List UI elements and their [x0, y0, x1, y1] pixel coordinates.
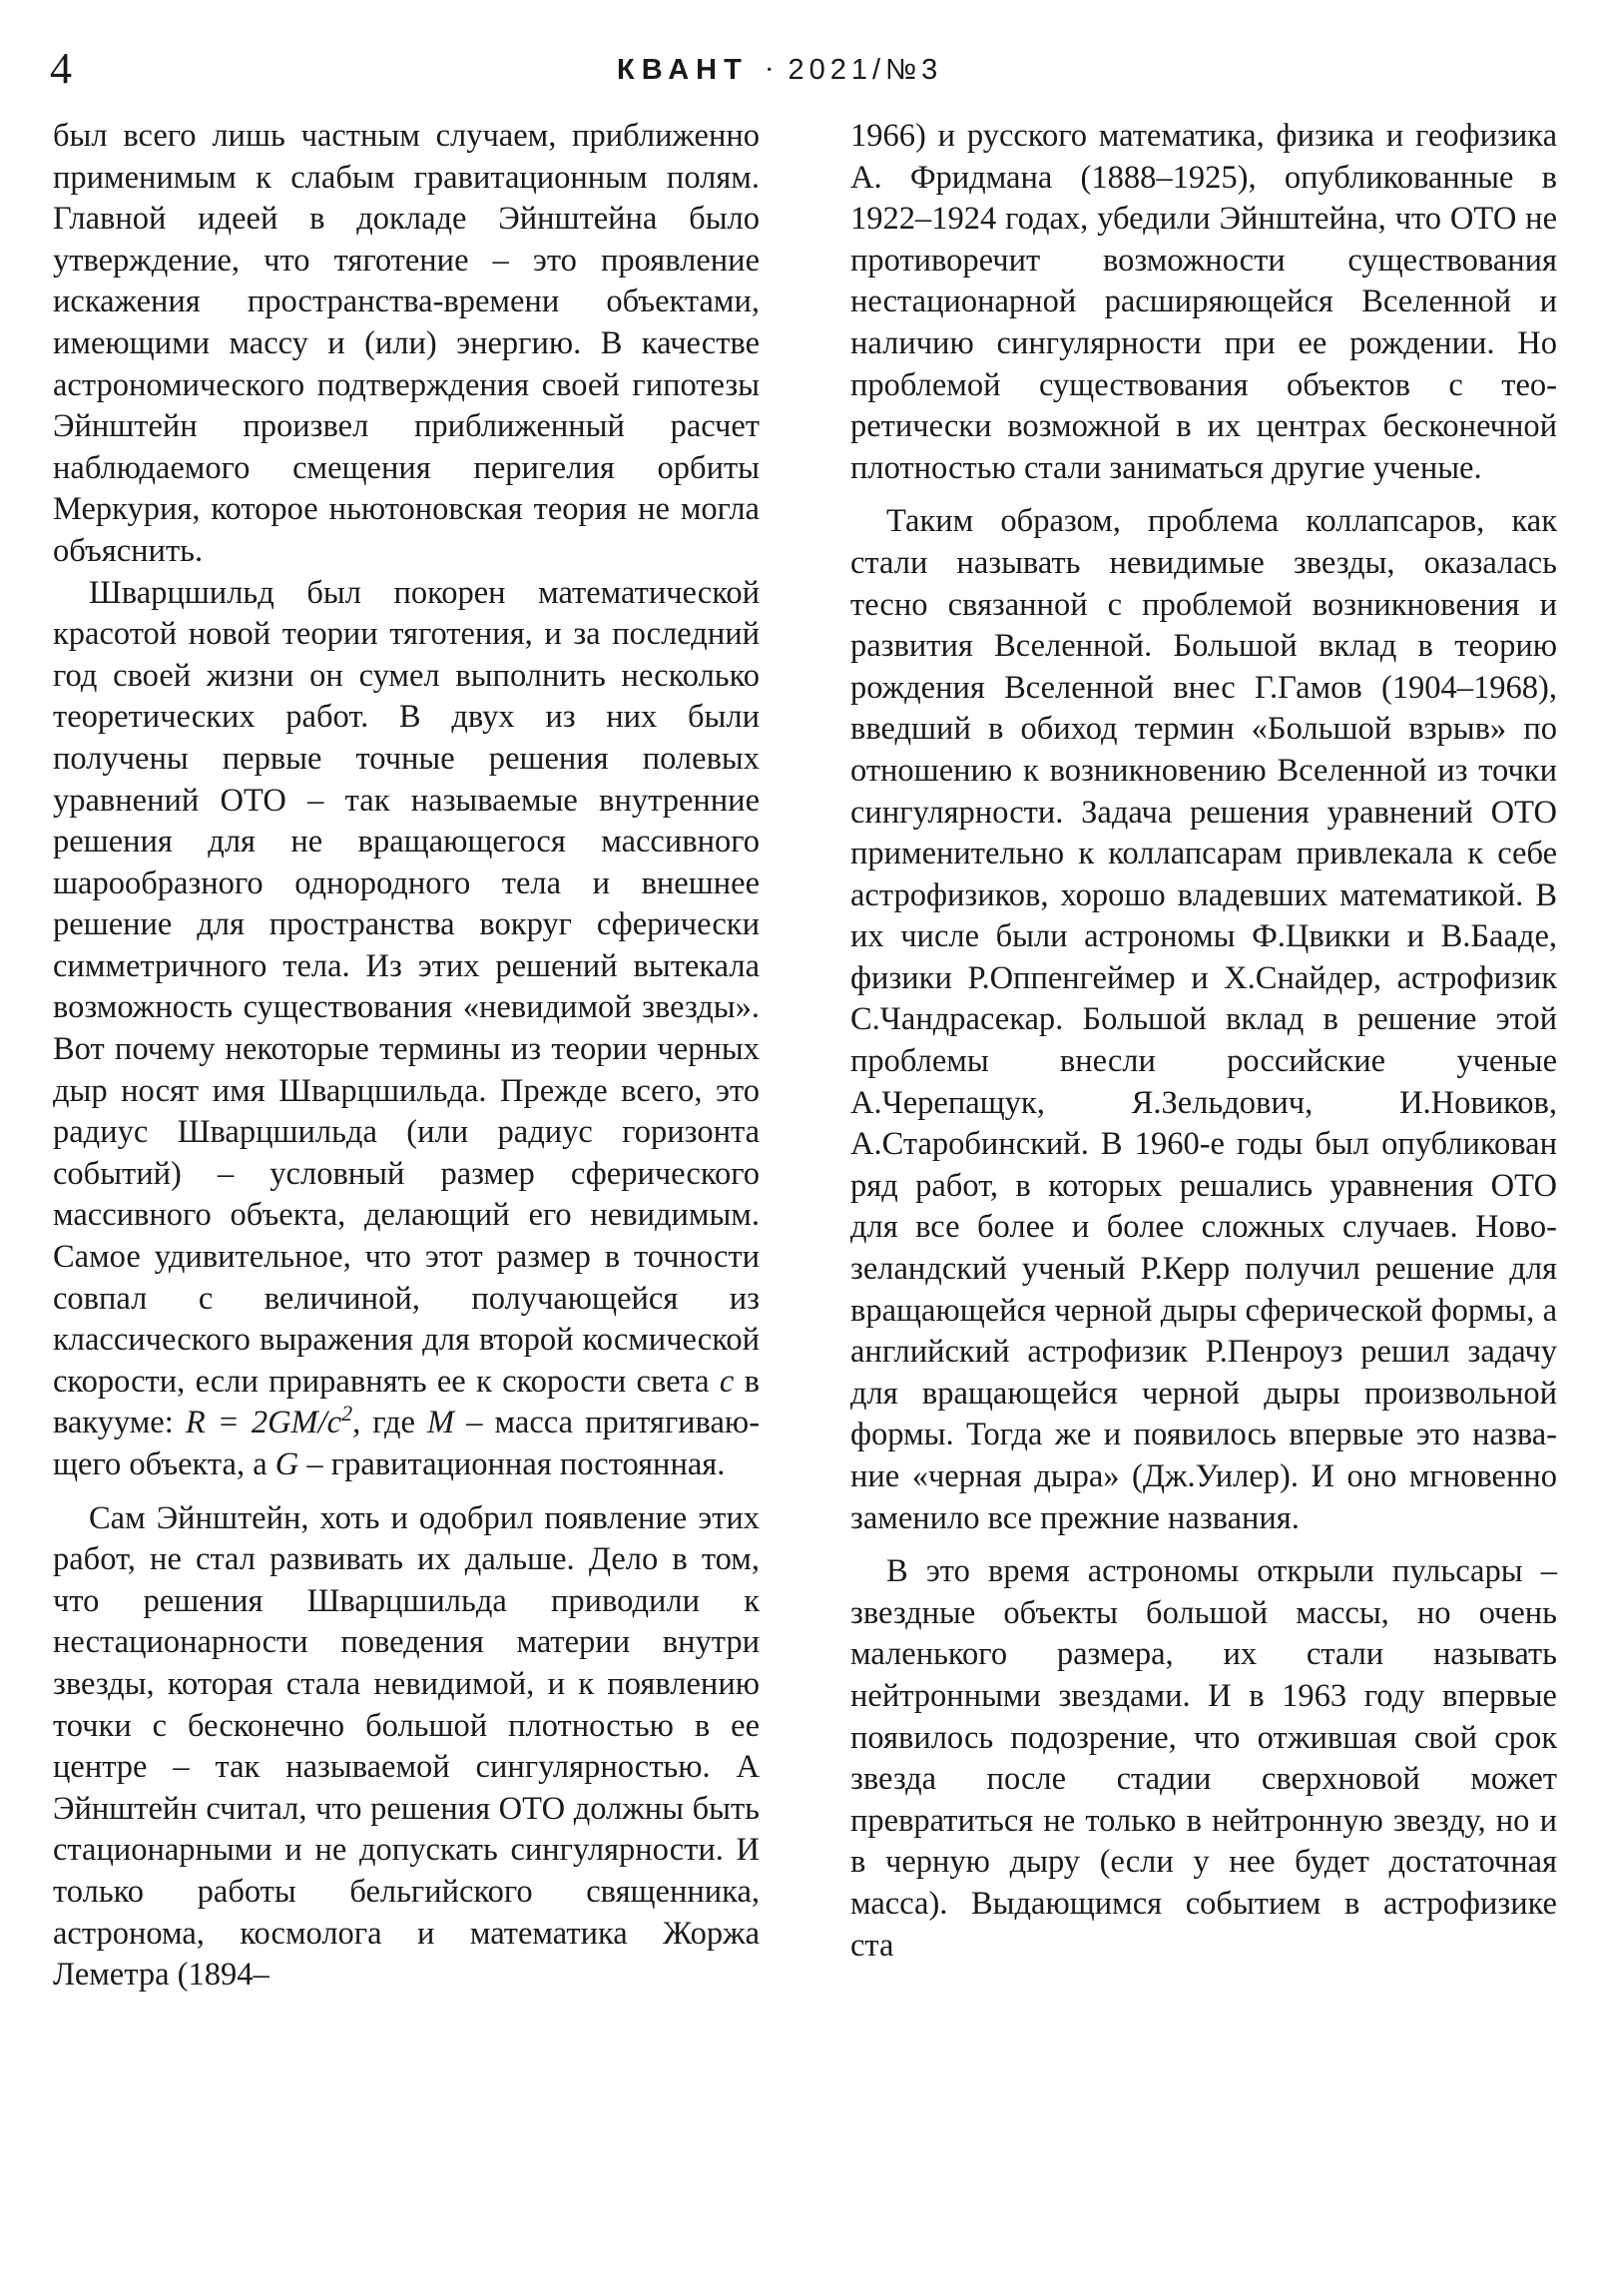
paragraph-text: в вакууме: — [53, 1363, 760, 1441]
paragraph-text: – масса притягивающего объекта, а — [53, 1405, 761, 1482]
paragraph-pulsars: В это время астрономы открыли пульсары – звездные объекты большой массы, но очень маленького размера, их стали называть нейтронными звездами. И в 1963 году впервые появилось подозрение, что отжившая свой срок звезда после стадии сверхновой может превратиться не только в нейтронную звезду, но и в черную дыру (если у нее будет достаточная масса). Выдающимся событием в астрофизике ста — [850, 1553, 1557, 1964]
paragraph-continued: 1966) и русского математика, физика и геофизика А. Фридмана (1888–1925), опубликованные в 1922–1924 годах, убедили Эйнштейна, что ОТО не противоречит возможности существования нестационарной расширяющейся Вселенной и наличию сингулярности при ее рождении. Но проблемой существования объектов с теоретически возможной в их центрах бесконечной плотностью стали заниматься другие ученые. — [850, 118, 1557, 486]
paragraph-continued: был всего лишь частным случаем, приближенно применимым к слабым гравитационным полям. Главной идеей в докладе Эйнштейна было утверждение, что тяготение – это проявление искажения пространства-времени объектами, имеющими массу и (или) энергию. В качестве астрономического подтверждения своей гипотезы Эйнштейн произвел приближенный расчет наблюдаемого смещения перигелия орбиты Меркурия, которое ньютоновская теория не могла объяснить. — [53, 118, 760, 569]
paragraph-collapsars: Таким образом, проблема коллапсаров, как стали называть невидимые звезды, оказалась тесно связанной с проблемой возникновения и развития Вселенной. Большой вклад в теорию рождения Вселенной внес Г.Гамов (1904–1968), введший в обиход термин «Большой взрыв» по отношению к возникновению Вселенной из точки сингулярности. Задача решения уравнений ОТО применительно к коллапсарам привлекала к себе астрофизиков, хорошо владевших математикой. В их числе были астрономы Ф.Цвикки и В.Бааде, физики Р.Оппенгеймер и Х.Снайдер, астрофизик С.Чандрасекар. Большой вклад в решение этой проблемы внесли российские ученые А.Черепащук, Я.Зельдович, И.Новиков, А.Старобинский. В 1960-е годы был опубликован ряд работ, в которых решались уравнения ОТО для все более и более сложных случаев. Новозеландский ученый Р.Керр получил решение для вращающейся черной дыры сферической формы, а английский астрофизик Р.Пенроуз решил задачу для вращающейся черной дыры произвольной формы. Тогда же и появилось впервые это название «черная дыра» (Дж.Уилер). И оно мгновенно заменило все прежние названия. — [850, 503, 1557, 1536]
masthead — [617, 52, 942, 88]
paragraph-text: , где — [352, 1405, 428, 1441]
formula-main: R = 2GM/c — [185, 1405, 342, 1441]
paragraph-schwarzschild — [53, 573, 760, 1486]
formula-exponent: 2 — [341, 1401, 353, 1427]
variable-g: G — [274, 1446, 299, 1482]
magazine-name: КВАНТ — [617, 54, 749, 86]
paragraph-einstein: Сам Эйнштейн, хоть и одобрил появление этих работ, не стал развивать их дальше. Дело в том, что решения Шварцшильда приводили к нестационарности поведения материи внутри звезды, которая стала невидимой, и к появлению точки с бесконечно большой плотностью в ее центре – так называемой сингулярностью. А Эйнштейн считал, что решения ОТО должны быть стационарными и не допускать сингулярности. И только работы бельгийского священника, астронома, космолога и математика Жоржа Леметра (1894– — [53, 1499, 760, 1994]
issue-number: 2021/№3 — [788, 54, 943, 86]
paragraph-text: – гравитационная постоянная. — [298, 1446, 726, 1482]
paragraph-text: Шварцшильд был покорен математической красотой новой теории тяготения, и за последний год своей жизни он сумел выполнить несколько теоретических работ. В двух из них были получены первые точные решения полевых уравнений ОТО – так называемые внутренние решения для не вращающегося массивного шарообразного однородного тела и внешнее решение для пространства вокруг сферически симметричного тела. Из этих решений вытекала возможность существования «невидимой звезды». Вот почему некоторые термины из теории черных дыр носят имя Шварцшильда. Прежде всего, это радиус Шварцшильда (или радиус горизонта событий) – условный размер сферического массивного объекта, делающий его невидимым. Самое удивительное, что этот размер в точности совпал с величиной, получающейся из классического выражения для второй космической скорости, если приравнять ее к скорости света — [53, 574, 760, 1400]
left-column — [53, 116, 760, 1997]
variable-c: c — [719, 1363, 735, 1400]
variable-m: M — [427, 1405, 455, 1441]
page-number: 4 — [50, 44, 72, 93]
header-separator: · — [764, 54, 775, 86]
right-column — [850, 116, 1557, 1967]
page-header — [0, 40, 1597, 100]
schwarzschild-formula — [185, 1401, 353, 1441]
